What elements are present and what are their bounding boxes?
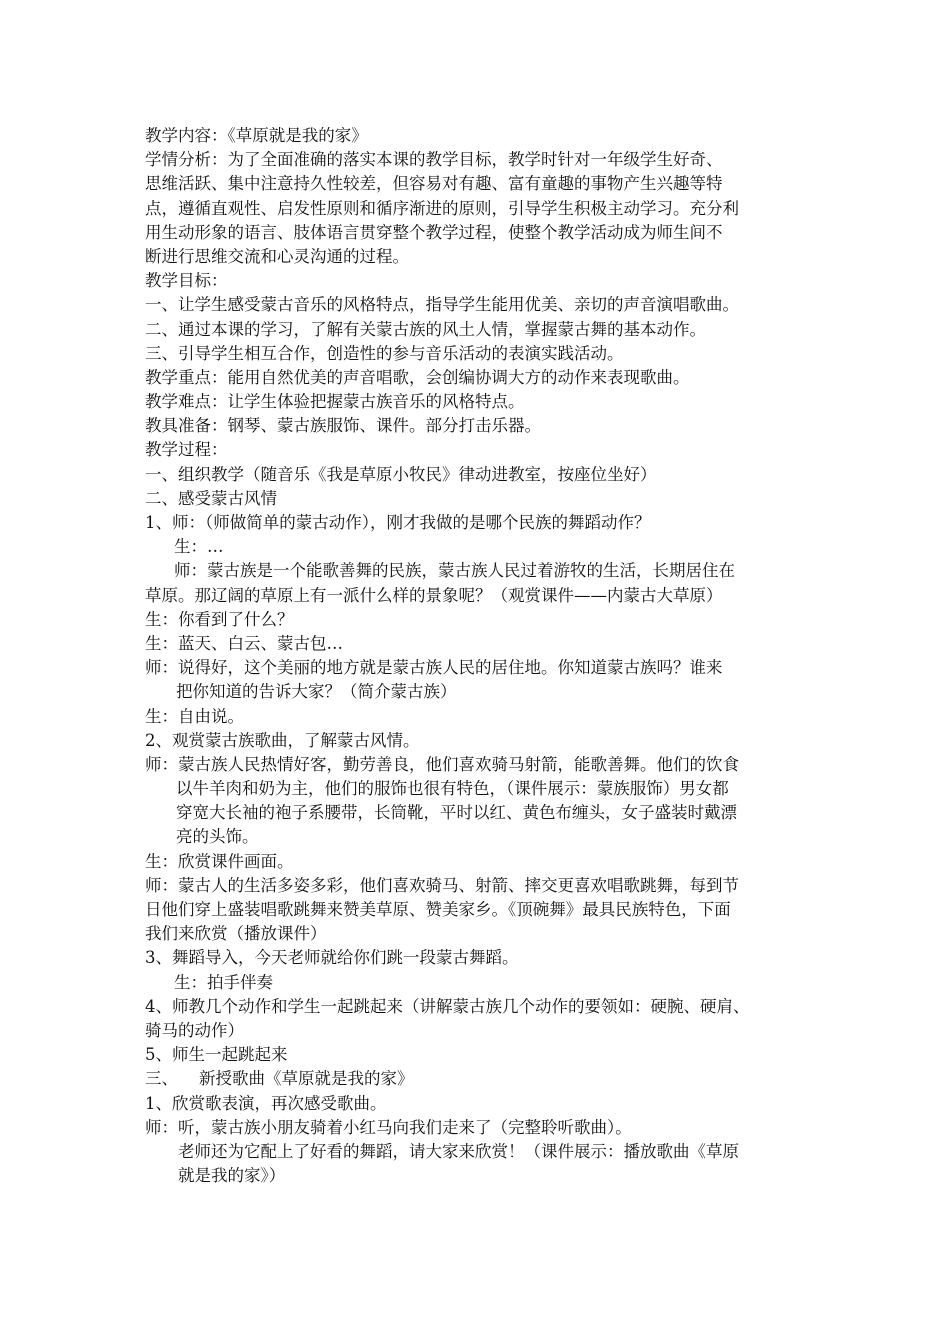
text-line: 穿宽大长袖的袍子系腰带，长筒靴，平时以红、黄色布缠头，女子盛装时戴漂 xyxy=(176,803,737,823)
text-line: 二、感受蒙古风情 xyxy=(145,488,277,508)
text-line: 骑马的动作） xyxy=(145,1020,244,1040)
text-line: 三、 新授歌曲《草原就是我的家》 xyxy=(145,1069,414,1089)
text-line: 师：听，蒙古族小朋友骑着小红马向我们走来了（完整聆听歌曲）。 xyxy=(145,1117,632,1137)
text-line: 生：欣赏课件画面。 xyxy=(145,851,294,871)
text-line: 3、舞蹈导入，今天老师就给你们跳一段蒙古舞蹈。 xyxy=(145,948,519,968)
text-line: 草原。那辽阔的草原上有一派什么样的景象呢？（观赏课件——内蒙古大草原） xyxy=(145,585,723,605)
text-line: 教学难点：让学生体验把握蒙古族音乐的风格特点。 xyxy=(145,392,525,412)
text-line: 把你知道的告诉大家？（简介蒙古族） xyxy=(176,682,457,702)
text-line: 用生动形象的语言、肢体语言贯穿整个教学过程，使整个教学活动成为师生间不 xyxy=(145,222,723,242)
text-line: 师：说得好，这个美丽的地方就是蒙古族人民的居住地。你知道蒙古族吗？谁来 xyxy=(145,658,723,678)
text-line: 教具准备：钢琴、蒙古族服饰、课件。部分打击乐器。 xyxy=(145,416,541,436)
text-line: 生：你看到了什么？ xyxy=(145,609,294,629)
text-line: 思维活跃、集中注意持久性较差，但容易对有趣、富有童趣的事物产生兴趣等特 xyxy=(145,174,723,194)
text-line: 2、观赏蒙古族歌曲，了解蒙古风情。 xyxy=(145,730,420,750)
text-line: 教学重点：能用自然优美的声音唱歌，会创编协调大方的动作来表现歌曲。 xyxy=(145,367,690,387)
text-line: 二、通过本课的学习，了解有关蒙古族的风土人情，掌握蒙古舞的基本动作。 xyxy=(145,319,706,339)
text-line: 生：… xyxy=(174,537,224,557)
text-line: 点，遵循直观性、启发性原则和循序渐进的原则，引导学生积极主动学习。充分利 xyxy=(145,198,739,218)
text-line: 以牛羊肉和奶为主，他们的服饰也很有特色，（课件展示：蒙族服饰）男女都 xyxy=(176,779,729,799)
text-line: 学情分析：为了全面准确的落实本课的教学目标，教学时针对一年级学生好奇、 xyxy=(145,150,723,170)
text-line: 师：蒙古人的生活多姿多彩，他们喜欢骑马、射箭、摔交更喜欢唱歌跳舞，每到节 xyxy=(145,875,739,895)
text-line: 一、组织教学（随音乐《我是草原小牧民》律动进教室，按座位坐好） xyxy=(145,464,657,484)
document-body xyxy=(145,124,810,1188)
text-line: 三、引导学生相互合作，创造性的参与音乐活动的表演实践活动。 xyxy=(145,343,624,363)
text-line: 1、欣赏歌表演，再次感受歌曲。 xyxy=(145,1093,387,1113)
text-line: 1、师：（师做简单的蒙古动作），刚才我做的是哪个民族的舞蹈动作？ xyxy=(145,513,651,532)
text-line: 我们来欣赏（播放课件） xyxy=(145,924,327,944)
text-line: 教学目标： xyxy=(145,271,228,291)
text-line: 生：蓝天、白云、蒙古包… xyxy=(145,633,343,653)
text-line: 一、让学生感受蒙古音乐的风格特点，指导学生能用优美、亲切的声音演唱歌曲。 xyxy=(145,295,739,315)
text-line: 老师还为它配上了好看的舞蹈，请大家来欣赏！（课件展示：播放歌曲《草原 xyxy=(178,1141,739,1161)
text-line: 就是我的家》） xyxy=(178,1166,286,1186)
text-line: 亮的头饰。 xyxy=(176,827,259,847)
text-line: 生：自由说。 xyxy=(145,706,244,726)
text-line: 师：蒙古族人民热情好客，勤劳善良，他们喜欢骑马射箭，能歌善舞。他们的饮食 xyxy=(145,754,739,774)
text-line: 生：拍手伴奏 xyxy=(174,972,273,992)
text-line: 师：蒙古族是一个能歌善舞的民族，蒙古族人民过着游牧的生活，长期居住在 xyxy=(174,561,735,581)
text-line: 教学内容：《草原就是我的家》 xyxy=(145,126,368,145)
text-line: 教学过程： xyxy=(145,440,228,460)
text-line: 日他们穿上盛装唱歌跳舞来赞美草原、赞美家乡。《顶碗舞》最具民族特色，下面 xyxy=(145,900,731,919)
text-line: 4、师教几个动作和学生一起跳起来（讲解蒙古族几个动作的要领如：硬腕、硬肩、 xyxy=(145,996,750,1016)
text-line: 断进行思维交流和心灵沟通的过程。 xyxy=(145,246,409,266)
text-line: 5、师生一起跳起来 xyxy=(145,1045,288,1065)
